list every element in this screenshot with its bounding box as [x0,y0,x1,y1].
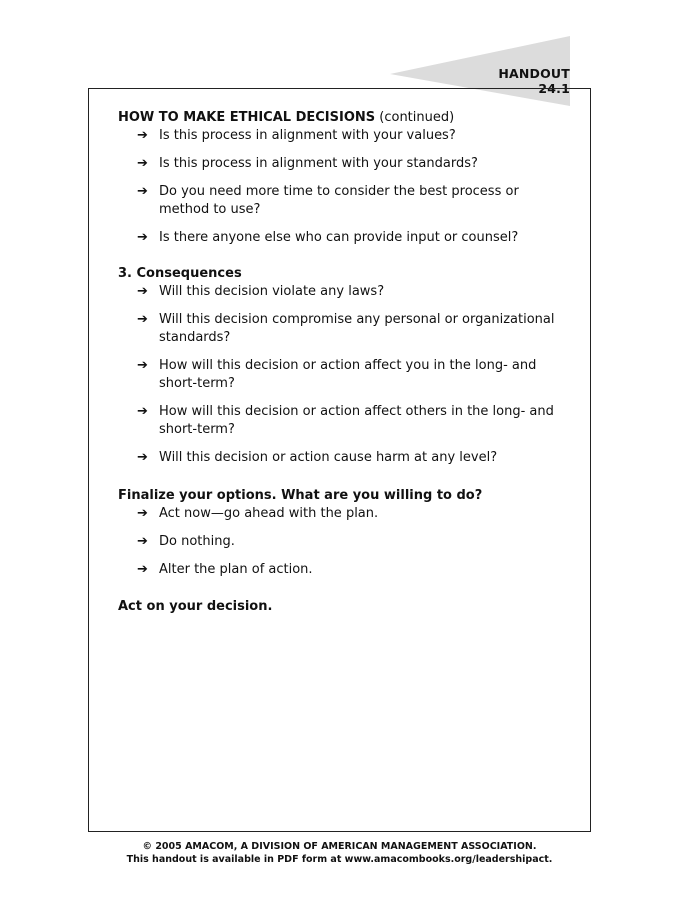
arrow-right-icon: ➔ [137,404,148,419]
section-title-act: Act on your decision. [118,599,273,614]
list-item [118,229,558,247]
list-item-text: Is this process in alignment with your values? [159,128,456,143]
list-item [118,561,558,579]
arrow-right-icon: ➔ [137,284,148,299]
footer-copyright-line: © 2005 AMACOM, A DIVISION OF AMERICAN MANAGEMENT ASSOCIATION. [142,841,537,852]
list-item-text: Will this decision compromise any personal or organizational standards? [159,312,555,345]
list-item-text: Will this decision or action cause harm at any level? [159,450,498,465]
handout-label: HANDOUT 24.1 [498,66,570,96]
list-item [118,183,558,219]
arrow-right-icon: ➔ [137,358,148,373]
arrow-right-icon: ➔ [137,534,148,549]
list-item [118,533,558,551]
arrow-right-icon: ➔ [137,506,148,521]
arrow-right-icon: ➔ [137,156,148,171]
list-item [118,283,558,301]
list-item-text: Act now—go ahead with the plan. [159,506,379,521]
list-item [118,311,558,347]
list-item [118,505,558,523]
list-item-text: How will this decision or action affect you in the long- and short-term? [159,358,537,391]
arrow-right-icon: ➔ [137,184,148,199]
options-list [118,505,558,579]
page-title-suffix: (continued) [375,110,455,125]
page-title-main: HOW TO MAKE ETHICAL DECISIONS [118,110,376,125]
list-item-text: Do you need more time to consider the best process or method to use? [159,184,519,217]
arrow-right-icon: ➔ [137,128,148,143]
list-item-text: Is there anyone else who can provide input or counsel? [159,230,519,245]
section-title-finalize: Finalize your options. What are you willing to do? [118,488,483,503]
arrow-right-icon: ➔ [137,562,148,577]
list-item-text: Alter the plan of action. [159,562,313,577]
list-item [118,403,558,439]
arrow-right-icon: ➔ [137,312,148,327]
list-item [118,357,558,393]
list-item-text: Is this process in alignment with your standards? [159,156,478,171]
list-item [118,127,558,145]
footer-pdf-line: This handout is available in PDF form at www.amacombooks.org/leadershipact. [126,854,553,865]
document-content [118,109,558,616]
list-item [118,449,558,467]
copyright-footer [88,840,591,866]
list-item-text: Will this decision violate any laws? [159,284,385,299]
list-item-text: Do nothing. [159,534,235,549]
section-title-consequences: 3. Consequences [118,266,242,281]
consequences-list [118,283,558,467]
page-title [118,109,558,127]
arrow-right-icon: ➔ [137,450,148,465]
process-questions-list [118,127,558,247]
list-item [118,155,558,173]
arrow-right-icon: ➔ [137,230,148,245]
list-item-text: How will this decision or action affect others in the long- and short-term? [159,404,554,437]
